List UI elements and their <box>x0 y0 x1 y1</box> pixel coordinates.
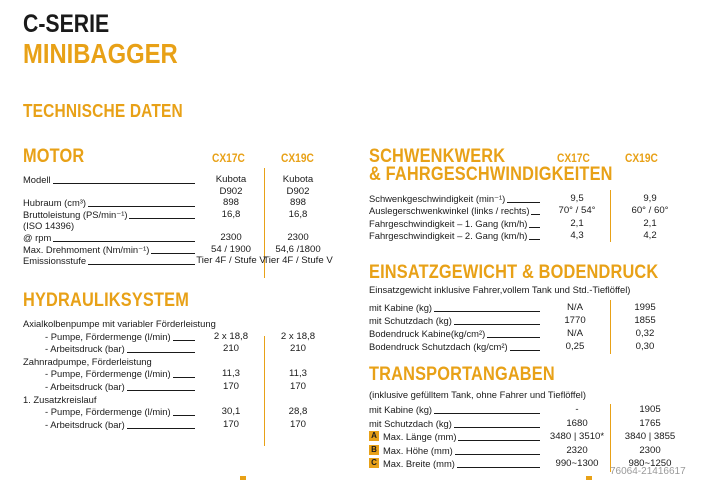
row-label: Bodendruck Schutzdach (kg/cm²) <box>369 341 508 352</box>
row-label: - Arbeitsdruck (bar) <box>45 418 125 430</box>
row-label: Schwenkgeschwindigkeit (min⁻¹) <box>369 193 506 204</box>
leader-line <box>88 264 195 265</box>
leader-line <box>458 440 540 441</box>
value-model-b: 170 <box>289 418 306 430</box>
value-model-a: 210 <box>222 343 239 355</box>
value-model-b: 1995 <box>634 302 656 313</box>
value-model-a: 990~1300 <box>555 458 599 469</box>
row-label: Fahrgeschwindigkeit – 2. Gang (km/h) <box>369 229 528 241</box>
row-label: Bodendruck Kabine(kg/cm²) <box>369 328 486 339</box>
model-b-header-right: CX19C <box>625 151 658 165</box>
row-label: - Pumpe, Fördermenge (l/min) <box>45 368 171 380</box>
watermark: 76064-21416617 <box>610 466 686 477</box>
row-label: Zahnradpumpe, Förderleistung <box>23 355 152 367</box>
transport-section-title: TRANSPORTANGABEN <box>369 364 555 385</box>
value-model-b: 980~1250 <box>628 458 672 469</box>
value-model-b: Kubota <box>282 174 314 185</box>
leader-line <box>454 427 540 428</box>
value-model-a: 11,3 <box>222 368 240 380</box>
value-model-b: 0,32 <box>635 328 655 339</box>
value-model-a: 1770 <box>564 315 586 326</box>
leader-line <box>88 206 195 207</box>
row-label: Max. Drehmoment (Nm/min⁻¹) <box>23 243 150 255</box>
value-model-b: 898 <box>289 197 306 209</box>
row-label: mit Kabine (kg) <box>369 404 433 415</box>
value-model-b: 2,1 <box>643 217 657 229</box>
value-model-a: 898 <box>222 197 239 209</box>
value-model-b: 2300 <box>639 444 661 456</box>
value-model-b: 2300 <box>287 232 309 243</box>
model-b-header-left: CX19C <box>281 151 314 165</box>
value-model-a: N/A <box>567 302 583 313</box>
row-label: - Arbeitsdruck (bar) <box>45 343 125 355</box>
dimension-badge: C <box>369 458 379 468</box>
series-title: C-SERIE <box>23 10 110 38</box>
value-model-a: 2300 <box>220 232 242 243</box>
value-model-a: 3480 | 3510* <box>549 431 605 442</box>
leader-line <box>457 467 540 468</box>
leader-line <box>507 202 540 203</box>
page-marker <box>586 476 592 480</box>
value-model-b: 3840 | 3855 <box>624 431 676 442</box>
leader-line <box>434 413 540 414</box>
value-model-b: 1905 <box>639 404 661 415</box>
leader-line <box>129 218 195 219</box>
leader-line <box>127 390 195 391</box>
row-label: Bruttoleistung (PS/min⁻¹) <box>23 208 128 220</box>
row-label: Axialkolbenpumpe mit variabler Förderleistung <box>23 318 216 329</box>
value-model-a: N/A <box>567 328 583 339</box>
hydraulik-section-title: HYDRAULIKSYSTEM <box>23 290 189 311</box>
einsatz-section-title: EINSATZGEWICHT & BODENDRUCK <box>369 262 659 283</box>
model-a-header-right: CX17C <box>557 151 590 165</box>
row-label: Auslegerschwenkwinkel (links / rechts) <box>369 205 530 217</box>
value-model-b: 210 <box>289 343 306 355</box>
value-model-b: 170 <box>289 381 306 392</box>
einsatz-note: Einsatzgewicht inklusive Fahrer,vollem Tank und Std.-Tieflöffel) <box>369 284 631 295</box>
leader-line <box>455 454 540 455</box>
value-model-b: 4,2 <box>643 229 657 241</box>
value-model-a: 2,1 <box>570 217 584 229</box>
page-marker <box>240 476 246 480</box>
row-label: Max. Länge (mm) <box>383 431 457 442</box>
row-label: @ rpm <box>23 232 52 243</box>
value-model-b: 2 x 18,8 <box>280 330 316 342</box>
value-model-a: 1680 <box>566 417 588 429</box>
leader-line <box>127 428 195 429</box>
leader-line <box>487 337 540 338</box>
leader-line <box>53 183 195 184</box>
transport-note: (inklusive gefülltem Tank, ohne Fahrer und Tieflöffel) <box>369 389 586 400</box>
value-model-a: 9,5 <box>570 193 584 204</box>
leader-line <box>53 241 195 242</box>
value-model-a: 16,8 <box>221 208 241 220</box>
value-model-a: 70° / 54° <box>558 205 596 217</box>
row-label: Hubraum (cm³) <box>23 197 87 209</box>
dimension-badge: B <box>369 445 379 455</box>
value-model-a: 54 / 1900 <box>210 243 251 255</box>
value-model-b: Tier 4F / Stufe V <box>263 255 333 267</box>
page-subtitle: TECHNISCHE DATEN <box>23 101 183 121</box>
row-label: 1. Zusatzkreislauf <box>23 393 97 405</box>
row-label: Fahrgeschwindigkeit – 1. Gang (km/h) <box>369 217 528 229</box>
value-model-b: 11,3 <box>289 368 307 380</box>
row-label: Modell <box>23 174 51 185</box>
leader-line <box>127 352 195 353</box>
value-model-b: 1765 <box>639 417 661 429</box>
value-model-a: 4,3 <box>570 229 584 241</box>
value-model-b: D902 <box>286 185 310 197</box>
value-model-a: 0,25 <box>565 341 585 352</box>
row-label: Max. Höhe (mm) <box>383 444 453 456</box>
motor-section-title: MOTOR <box>23 146 85 167</box>
row-label: - Pumpe, Fördermenge (l/min) <box>45 406 171 418</box>
row-label: Max. Breite (mm) <box>383 458 455 469</box>
schwenk-section-title-2: & FAHRGESCHWINDIGKEITEN <box>369 164 613 185</box>
value-model-a: 170 <box>222 381 239 392</box>
row-label: mit Kabine (kg) <box>369 302 433 313</box>
value-model-a: 2 x 18,8 <box>213 330 249 342</box>
value-model-a: - <box>575 404 579 415</box>
value-model-b: 16,8 <box>288 208 308 220</box>
row-label: mit Schutzdach (kg) <box>369 315 452 326</box>
value-model-b: 9,9 <box>643 193 657 204</box>
leader-line <box>454 324 540 325</box>
row-label: - Pumpe, Fördermenge (l/min) <box>45 330 171 342</box>
leader-line <box>151 253 195 254</box>
row-label: mit Schutzdach (kg) <box>369 417 452 429</box>
value-model-b: 28,8 <box>288 406 308 418</box>
value-model-a: Tier 4F / Stufe V <box>196 255 266 267</box>
value-model-b: 54,6 /1800 <box>275 243 321 255</box>
value-model-a: Kubota <box>215 174 247 185</box>
dimension-badge: A <box>369 431 379 441</box>
schwenk-section-title-1: SCHWENKWERK <box>369 146 506 167</box>
model-a-header-left: CX17C <box>212 151 245 165</box>
row-label: (ISO 14396) <box>23 220 75 232</box>
value-model-b: 1855 <box>634 315 656 326</box>
value-model-b: 60° / 60° <box>631 205 669 217</box>
value-model-a: 30,1 <box>221 406 241 418</box>
value-model-a: D902 <box>219 185 243 197</box>
row-label: - Arbeitsdruck (bar) <box>45 381 125 392</box>
value-model-a: 2320 <box>566 444 588 456</box>
value-model-a: 170 <box>222 418 239 430</box>
row-label: Emissionsstufe <box>23 255 87 267</box>
value-model-b: 0,30 <box>635 341 655 352</box>
leader-line <box>434 311 540 312</box>
product-title: MINIBAGGER <box>23 38 178 69</box>
